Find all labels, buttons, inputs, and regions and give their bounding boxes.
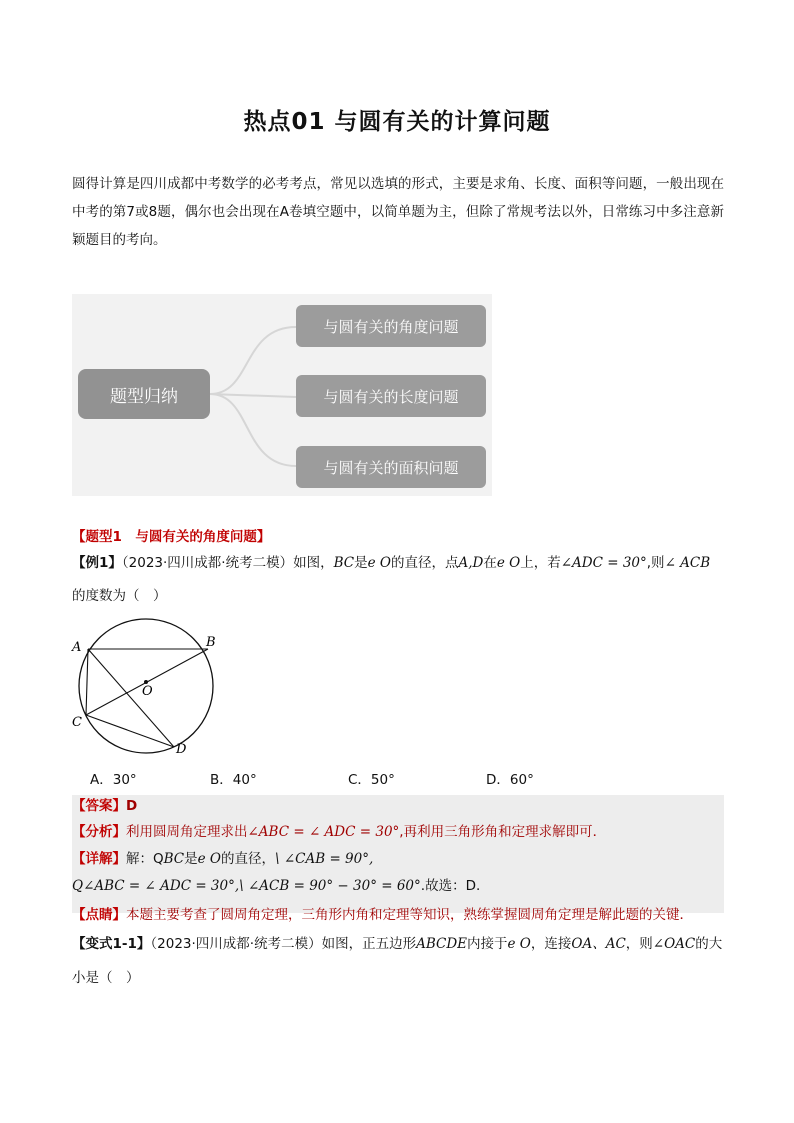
- variant-math: ABCDE: [416, 936, 468, 952]
- example-math: e O: [496, 555, 521, 571]
- example-math: ∠ ACB: [664, 555, 711, 571]
- analysis-text: ,再利用三角形角和定理求解即可．: [399, 824, 607, 840]
- option-b[interactable]: B．40°: [210, 772, 257, 788]
- variant-text: 的大: [695, 936, 723, 952]
- mind-map-node-area: 与圆有关的面积问题: [296, 446, 486, 488]
- detail-math: e O: [197, 851, 222, 867]
- analysis-line: [72, 822, 724, 842]
- example-math: BC: [333, 555, 355, 571]
- intro-paragraph: 圆得计算是四川成都中考数学的必考考点，常见以选填的形式，主要是求角、长度、面积等问题，一般出现在中考的第7或8题，偶尔也会出现在A卷填空题中，以简单题为主，但除了常规考法以外，日常练习中多注意新颖题目的考向。: [72, 176, 724, 248]
- detail-text: Q: [153, 851, 164, 867]
- label-a: A: [72, 640, 82, 655]
- label-o: O: [142, 684, 153, 699]
- variant-text: ，连接: [530, 936, 572, 952]
- variant-math: OA、AC: [571, 936, 626, 952]
- example-math: ∠ADC = 30°: [560, 555, 647, 571]
- variant-stem: [72, 934, 724, 954]
- example-text: 的直径，点: [390, 555, 459, 571]
- label-d: D: [176, 742, 187, 757]
- answer-line: [72, 796, 724, 816]
- example-text: 是: [354, 555, 368, 571]
- detail-text: 的直径，: [221, 851, 276, 867]
- analysis-math: ∠ABC = ∠ ADC = 30°: [247, 824, 400, 840]
- detail-math: Q∠ABC = ∠ ADC = 30°,: [72, 878, 240, 894]
- example-math: e O: [367, 555, 391, 571]
- option-d[interactable]: D．60°: [486, 772, 534, 788]
- mind-map-root: 题型归纳: [78, 369, 210, 419]
- example-text: 在: [483, 555, 497, 571]
- detail-math: \ ∠ACB = 90° − 30° = 60°: [239, 878, 421, 894]
- mind-map-node-length: 与圆有关的长度问题: [296, 375, 486, 417]
- comment-line: [72, 905, 724, 925]
- label-b: B: [206, 635, 216, 650]
- example-tag: 【例1】: [72, 555, 122, 571]
- variant-source: （2023·四川成都·统考二模）: [150, 936, 322, 952]
- segment-ac: [86, 649, 88, 715]
- detail-line2: [72, 876, 724, 896]
- section-heading: 【题型1 与圆有关的角度问题】: [72, 529, 271, 545]
- detail-text: 解：: [126, 851, 153, 867]
- example-stem-line2: 的度数为（ ）: [72, 588, 167, 604]
- option-c[interactable]: C．50°: [348, 772, 395, 788]
- option-a[interactable]: A．30°: [90, 772, 137, 788]
- comment-text: 本题主要考查了圆周角定理，三角形内角和定理等知识，熟练掌握圆周角定理是解此题的关键．: [126, 907, 693, 923]
- segment-ad: [88, 649, 174, 747]
- example-math: A,D: [458, 555, 484, 571]
- answer-options: [72, 768, 672, 788]
- variant-stem-line2: 小是（ ）: [72, 970, 140, 986]
- detail-line1: [72, 849, 724, 869]
- detail-text: .故选：D.: [420, 878, 481, 894]
- detail-math: BC: [163, 851, 185, 867]
- mind-map: [72, 294, 492, 496]
- analysis-label: 【分析】: [72, 824, 126, 840]
- variant-math: ∠OAC: [652, 936, 696, 952]
- detail-label: 【详解】: [72, 851, 126, 867]
- detail-math: \ ∠CAB = 90°,: [275, 851, 374, 867]
- example-source: （2023·四川成都·统考二模）: [121, 555, 294, 571]
- example-stem: [72, 553, 724, 573]
- detail-text: 是: [184, 851, 198, 867]
- answer-value: D: [126, 798, 138, 814]
- example-text: 上，若: [520, 555, 561, 571]
- variant-math: e O: [507, 936, 531, 952]
- circle-figure: [70, 614, 230, 764]
- variant-text: 如图，正五边形: [321, 936, 417, 952]
- comment-label: 【点睛】: [72, 907, 126, 923]
- mind-map-node-angle: 与圆有关的角度问题: [296, 305, 486, 347]
- segment-cd: [86, 715, 174, 747]
- label-c: C: [72, 715, 82, 730]
- example-text: 如图，: [293, 555, 334, 571]
- variant-text: ，则: [625, 936, 653, 952]
- analysis-text: 利用圆周角定理求出: [126, 824, 248, 840]
- variant-text: 内接于: [467, 936, 508, 952]
- variant-tag: 【变式1-1】: [72, 936, 151, 952]
- page-title: 热点01 与圆有关的计算问题: [243, 109, 551, 135]
- example-text: ,则: [646, 555, 665, 571]
- answer-label: 【答案】: [72, 798, 126, 814]
